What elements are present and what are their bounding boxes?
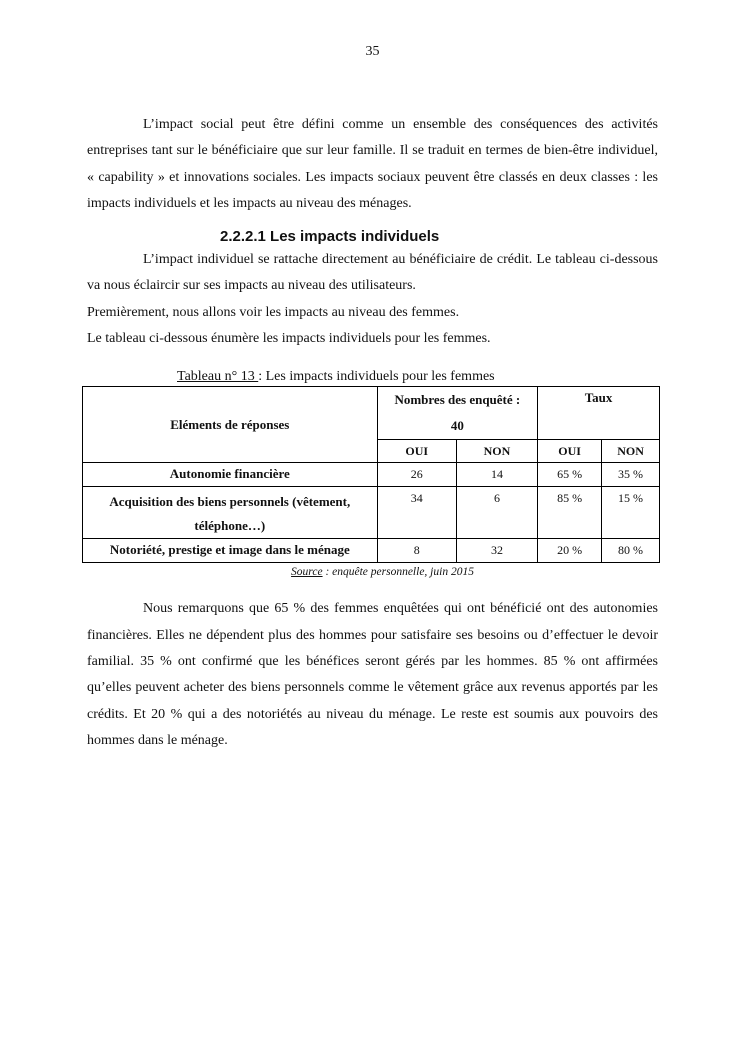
paragraph-tableau-intro: Le tableau ci-dessous énumère les impacts individuels pour les femmes. bbox=[87, 331, 491, 347]
cell-non: 6 bbox=[456, 487, 537, 539]
cell-taux-non: 15 % bbox=[602, 487, 660, 539]
cell-taux-oui: 20 % bbox=[538, 539, 602, 563]
table-source bbox=[107, 564, 658, 580]
cell-non: 32 bbox=[456, 539, 537, 563]
header-nombres-oui: OUI bbox=[377, 440, 456, 463]
paragraph-impact-individuel: L’impact individuel se rattache directement au bénéficiaire de crédit. Le tableau ci-dessous va nous éclaircir sur ses impacts au niveau des utilisateurs. bbox=[87, 252, 658, 294]
header-nombres: Nombres des enquêté : 40 bbox=[377, 387, 538, 440]
row-label: Acquisition des biens personnels (vêtement, téléphone…) bbox=[83, 487, 378, 539]
page-content bbox=[87, 112, 658, 754]
header-taux-oui: OUI bbox=[538, 440, 602, 463]
table-row bbox=[83, 539, 660, 563]
cell-taux-oui: 85 % bbox=[538, 487, 602, 539]
cell-oui: 26 bbox=[377, 463, 456, 487]
header-taux-non: NON bbox=[602, 440, 660, 463]
cell-taux-oui: 65 % bbox=[538, 463, 602, 487]
section-heading: 2.2.2.1 Les impacts individuels bbox=[220, 228, 440, 246]
source-label: Source bbox=[291, 566, 323, 579]
impacts-table bbox=[82, 386, 660, 563]
table-row bbox=[83, 463, 660, 487]
table-caption-text: : Les impacts individuels pour les femmes bbox=[258, 369, 495, 385]
header-elements: Eléments de réponses bbox=[83, 387, 378, 463]
paragraph-premierement: Premièrement, nous allons voir les impacts au niveau des femmes. bbox=[87, 304, 460, 320]
cell-taux-non: 80 % bbox=[602, 539, 660, 563]
cell-oui: 8 bbox=[377, 539, 456, 563]
row-label: Autonomie financière bbox=[83, 463, 378, 487]
cell-non: 14 bbox=[456, 463, 537, 487]
cell-taux-non: 35 % bbox=[602, 463, 660, 487]
page-number: 35 bbox=[365, 44, 380, 59]
table-caption-label: Tableau n° 13 bbox=[177, 369, 259, 385]
cell-oui: 34 bbox=[377, 487, 456, 539]
table-caption bbox=[177, 368, 658, 386]
paragraph-intro: L’impact social peut être défini comme un ensemble des conséquences des activités entreprises tant sur le bénéficiaire que sur leur famille. Il se traduit en termes de bien-être individuel, « capability » et innovations sociales. Les impacts sociaux peuvent être classés en deux classes : les impacts individuels et les impacts au niveau des ménages. bbox=[87, 117, 658, 211]
header-taux: Taux bbox=[538, 387, 660, 440]
paragraph-analyse: Nous remarquons que 65 % des femmes enquêtées qui ont bénéficié ont des autonomies financières. Elles ne dépendent plus des hommes pour satisfaire ses besoins ou d’effectuer le devoir familial. 35 % ont confirmé que les bénéfices seront gérés par les hommes. 85 % ont affirmées qu’elles peuvent acheter des biens personnels comme le vêtement grâce aux revenus apportés par les crédits. Et 20 % qui a des notoriétés au niveau du ménage. Le reste est soumis aux pouvoirs des hommes dans le ménage. bbox=[87, 601, 658, 748]
row-label: Notoriété, prestige et image dans le ménage bbox=[83, 539, 378, 563]
table-row bbox=[83, 487, 660, 539]
source-text: : enquête personnelle, juin 2015 bbox=[322, 566, 474, 579]
header-nombres-non: NON bbox=[456, 440, 537, 463]
